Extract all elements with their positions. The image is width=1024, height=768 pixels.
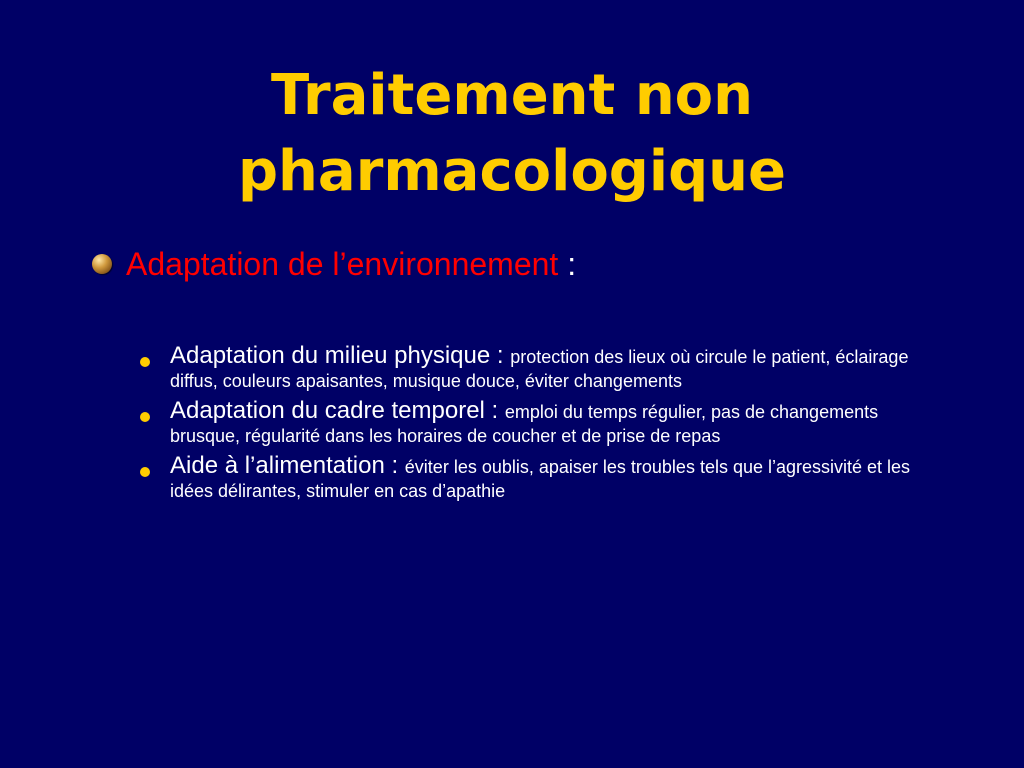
slide-title-line-2: pharmacologique	[237, 139, 787, 204]
slide-title-line-1: Traitement non	[270, 63, 754, 128]
sub-bullet-heading: Adaptation du milieu physique :	[170, 342, 511, 369]
sub-bullet-item	[138, 454, 928, 503]
sub-bullet-list	[138, 344, 928, 509]
main-bullet	[92, 244, 952, 284]
main-bullet-colon: :	[558, 246, 577, 282]
sub-bullet-text: éviter les oublis, apaiser les troubles tels que l’agressivité et les idées délirantes, stimuler en cas d’apathie	[170, 457, 911, 501]
yellow-dot-bullet-icon	[140, 467, 150, 477]
sub-bullet-text: protection des lieux où circule le patient, éclairage diffus, couleurs apaisantes, musique douce, éviter changements	[170, 347, 909, 391]
sub-bullet-heading: Aide à l’alimentation :	[170, 452, 405, 479]
sub-bullet-heading: Adaptation du cadre temporel :	[170, 397, 505, 424]
yellow-dot-bullet-icon	[140, 357, 150, 367]
sub-bullet-item	[138, 399, 928, 448]
sub-bullet-item	[138, 344, 928, 393]
main-bullet-label: Adaptation de l’environnement	[126, 246, 559, 282]
sub-bullet-text: emploi du temps régulier, pas de changements brusque, régularité dans les horaires de coucher et de prise de repas	[170, 402, 879, 446]
bronze-orb-bullet-icon	[92, 254, 112, 274]
yellow-dot-bullet-icon	[140, 412, 150, 422]
slide-title	[0, 58, 1024, 210]
